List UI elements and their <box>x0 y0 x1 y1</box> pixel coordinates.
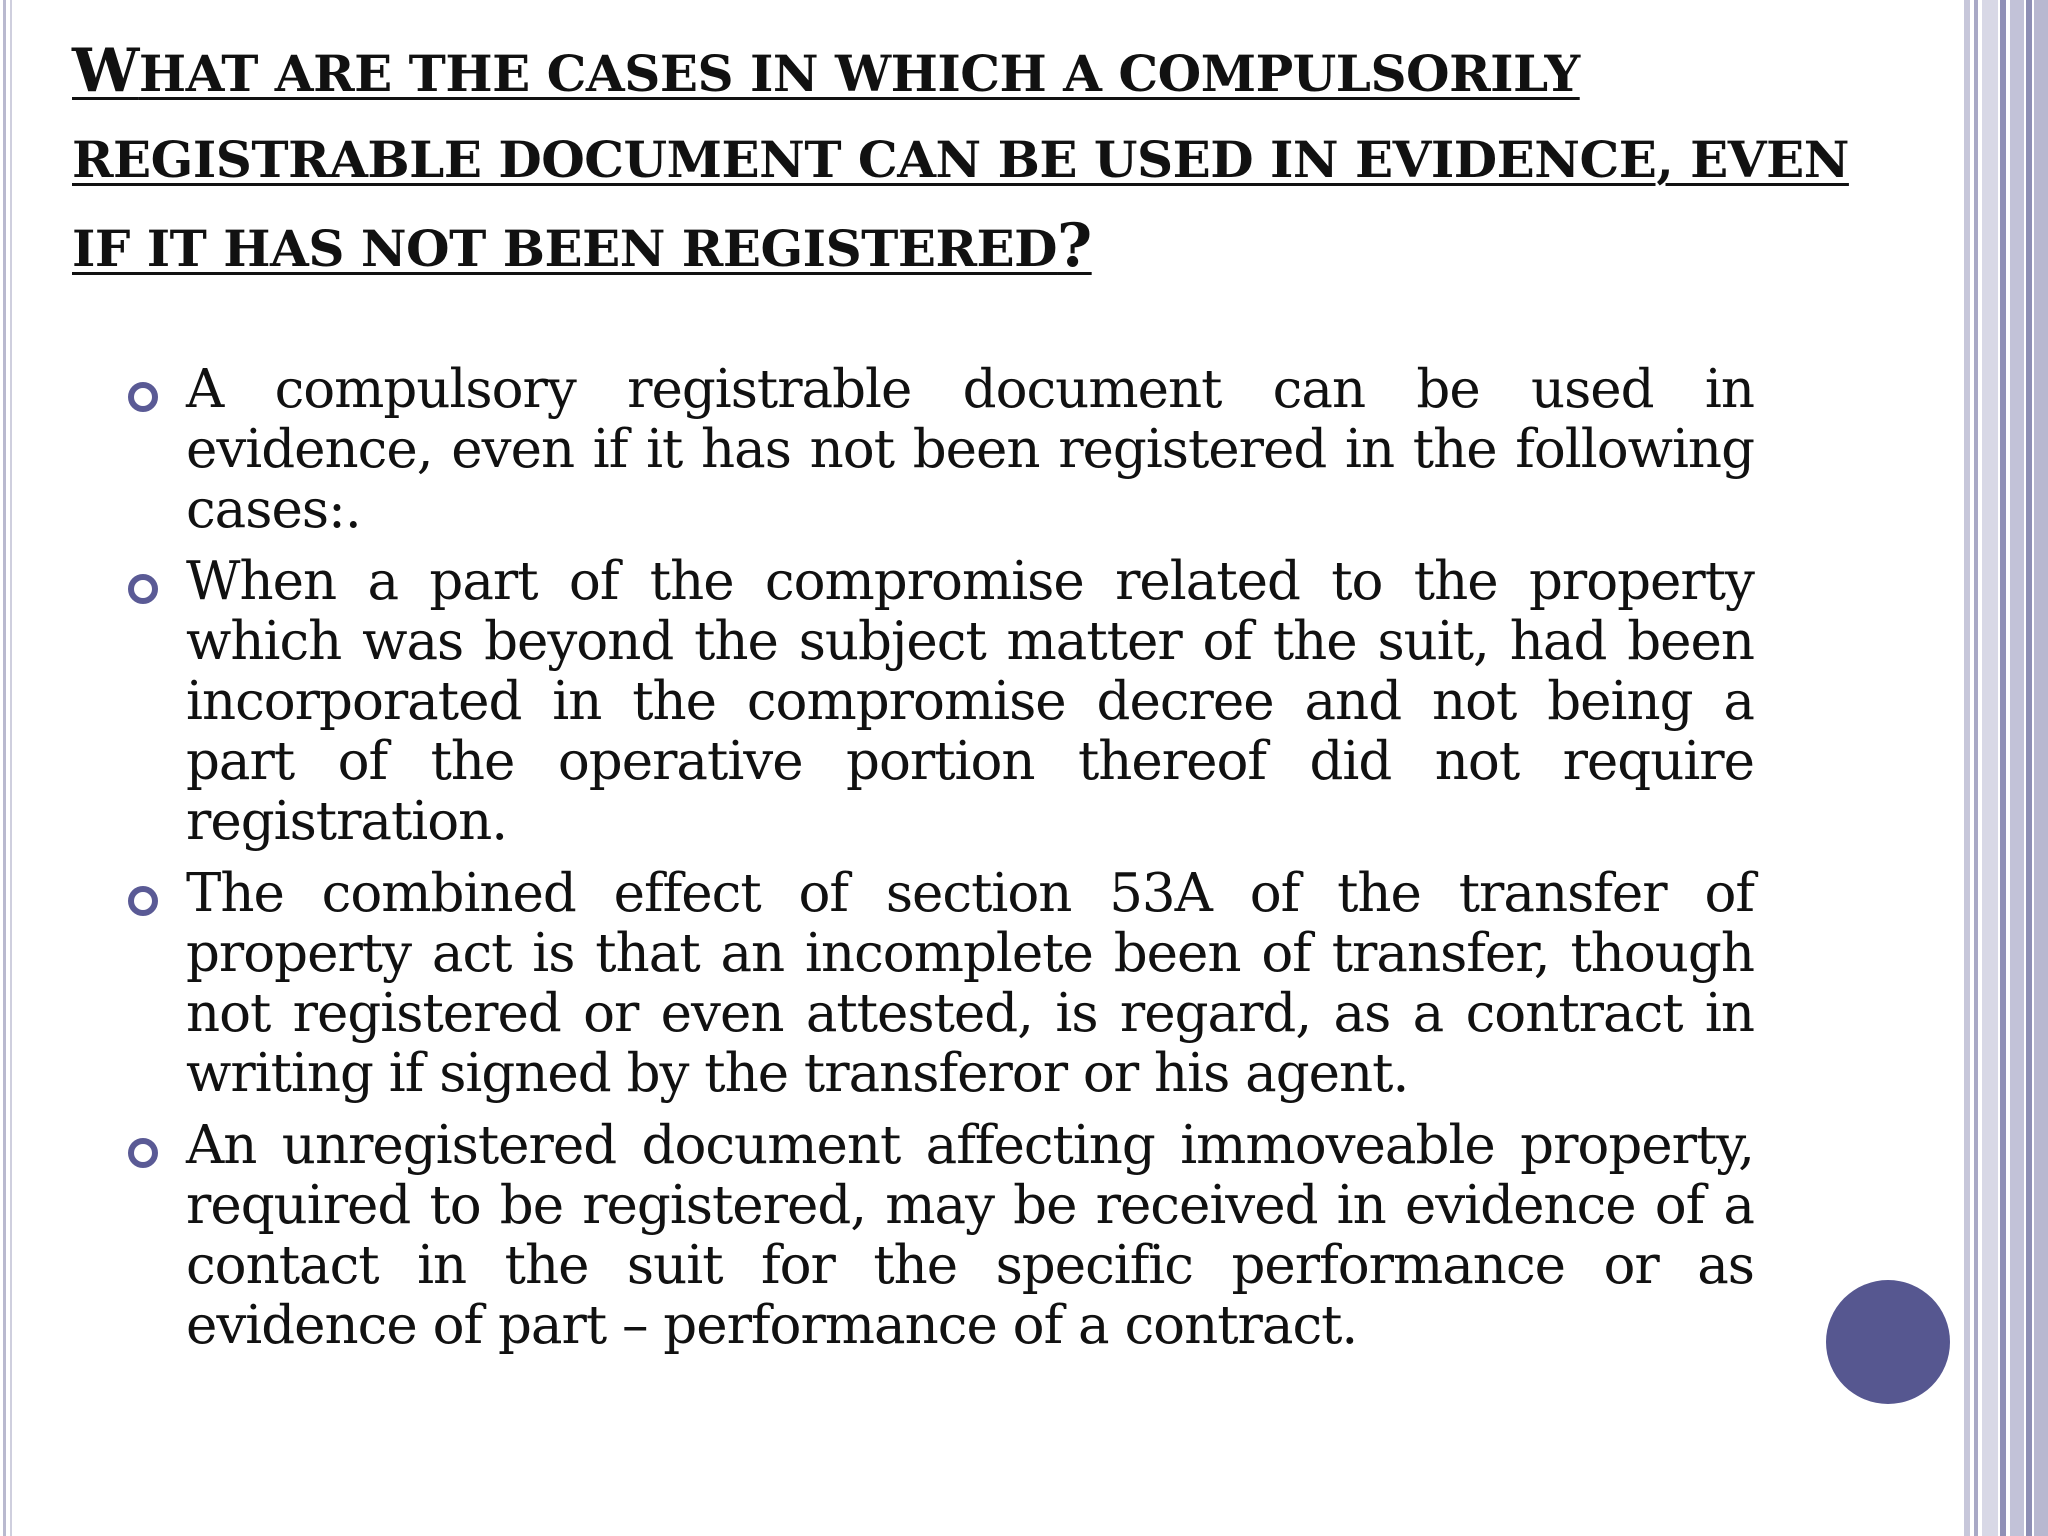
stripe <box>1964 0 1970 1536</box>
ring-bullet-icon <box>128 1138 158 1168</box>
left-border-line-inner <box>10 0 12 1536</box>
bullet-item <box>126 360 1754 540</box>
stripe <box>1974 0 1978 1536</box>
right-decorative-stripes <box>1964 0 2048 1536</box>
left-border-line <box>3 0 6 1536</box>
title-text: HAT ARE THE CASES IN WHICH A COMPULSORILY REGISTRABLE DOCUMENT CAN BE USED IN EVIDENCE, EVEN IF IT HAS NOT BEEN REGISTERED <box>72 44 1849 278</box>
stripe <box>2000 0 2006 1536</box>
title-question-mark: ? <box>1057 211 1092 281</box>
bullet-text: When a part of the compromise related to the property which was beyond the subject matter of the suit, had been incorporated in the compromise decree and not being a part of the operative portion thereof did not require registration. <box>186 551 1754 852</box>
bullet-text: An unregistered document affecting immoveable property, required to be registered, may be received in evidence of a contact in the suit for the specific performance or as evidence of part – performance of a contract. <box>186 1115 1754 1356</box>
ring-bullet-icon <box>128 382 158 412</box>
title-first-letter: W <box>72 36 139 106</box>
stripe <box>1982 0 1998 1536</box>
bullet-list <box>126 360 1754 1368</box>
bullet-text: The combined effect of section 53A of the transfer of property act is that an incomplete been of transfer, though not registered or even attested, is regard, as a contract in writing if signed by the transferor or his agent. <box>186 863 1754 1104</box>
bullet-item <box>126 864 1754 1104</box>
bullet-item <box>126 1116 1754 1356</box>
stripe <box>2034 0 2048 1536</box>
stripe <box>2026 0 2032 1536</box>
ring-bullet-icon <box>128 574 158 604</box>
bullet-text: A compulsory registrable document can be used in evidence, even if it has not been registered in the following cases:. <box>186 359 1754 540</box>
ring-bullet-icon <box>128 886 158 916</box>
stripe <box>2010 0 2024 1536</box>
slide-title <box>72 28 1872 292</box>
bullet-item <box>126 552 1754 852</box>
decorative-circle <box>1826 1280 1950 1404</box>
